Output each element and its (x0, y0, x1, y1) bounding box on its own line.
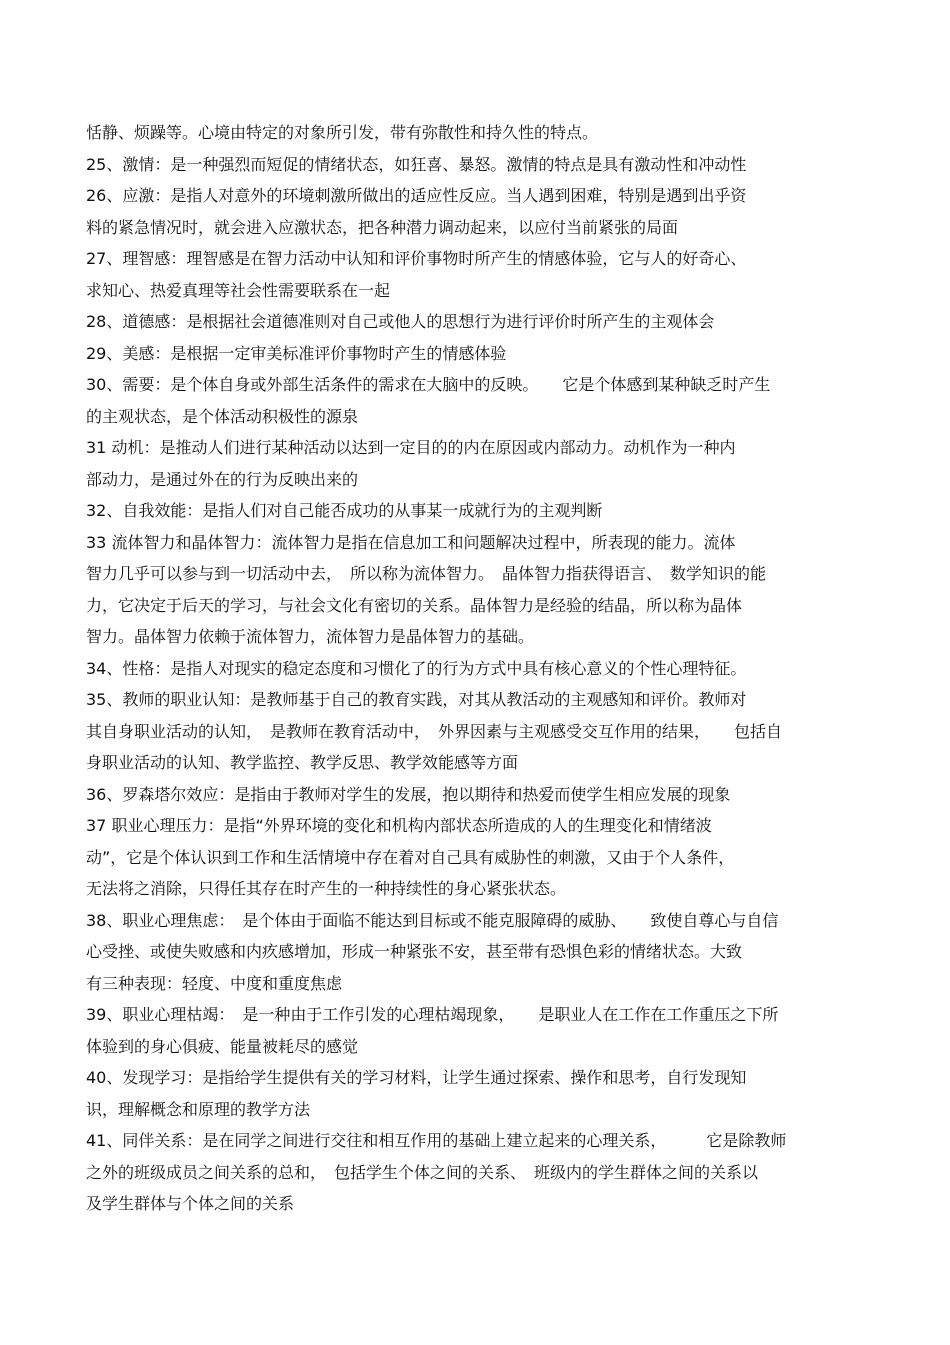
text-line: 28、道德感：是根据社会道德准则对自己或他人的思想行为进行评价时所产生的主观体会 (86, 312, 715, 331)
text-line: 41、同伴关系：是在同学之间进行交往和相互作用的基础上建立起来的心理关系， 它是除教师 (86, 1131, 787, 1150)
text-line: 识，理解概念和原理的教学方法 (86, 1099, 311, 1119)
text-line: 力，它决定于后天的学习，与社会文化有密切的关系。晶体智力是经验的结晶，所以称为晶体 (86, 595, 743, 615)
text-line: 36、罗森塔尔效应：是指由于教师对学生的发展，抱以期待和热爱而使学生相应发展的现象 (86, 784, 731, 804)
text-line: 26、应激：是指人对意外的环境刺激所做出的适应性反应。当人遇到困难，特别是遇到出乎资 (86, 186, 747, 205)
text-line: 35、教师的职业认知：是教师基于自己的教育实践，对其从教活动的主观感知和评价。教师对 (86, 690, 747, 709)
text-line: 心受挫、或使失败感和内疚感增加，形成一种紧张不安，甚至带有恐惧色彩的情绪状态。大致 (86, 942, 743, 961)
text-line: 27、理智感：理智感是在智力活动中认知和评价事物时所产生的情感体验，它与人的好奇心、 (86, 249, 747, 268)
text-line: 智力几乎可以参与到一切活动中去， 所以称为流体智力。 晶体智力指获得语言、 数学知识的能 (86, 564, 767, 583)
text-line: 之外的班级成员之间关系的总和， 包括学生个体之间的关系、 班级内的学生群体之间的关系以 (86, 1162, 759, 1182)
text-line: 身职业活动的认知、教学监控、教学反思、教学效能感等方面 (86, 753, 519, 772)
text-line: 体验到的身心俱疲、能量被耗尽的感觉 (86, 1036, 359, 1056)
text-line: 39、职业心理枯竭： 是一种由于工作引发的心理枯竭现象， 是职业人在工作在工作重压之下所 (86, 1005, 779, 1024)
text-line: 37 职业心理压力：是指“外界环境的变化和机构内部状态所造成的人的生理变化和情绪波 (86, 816, 712, 835)
text-line: 有三种表现：轻度、中度和重度焦虑 (86, 973, 343, 993)
text-line: 33 流体智力和晶体智力：流体智力是指在信息加工和问题解决过程中，所表现的能力。流体 (86, 532, 736, 552)
text-line: 及学生群体与个体之间的关系 (86, 1194, 295, 1213)
text-line: 恬静、烦躁等。心境由特定的对象所引发，带有弥散性和持久性的特点。 (86, 123, 599, 142)
text-line: 38、职业心理焦虑： 是个体由于面临不能达到目标或不能克服障碍的威胁、 致使自尊心与自信 (86, 910, 779, 930)
document-body (86, 117, 864, 1220)
text-line: 料的紧急情况时，就会进入应激状态，把各种潜力调动起来，以应付当前紧张的局面 (86, 217, 679, 237)
text-line: 25、激情：是一种强烈而短促的情绪状态，如狂喜、暴怒。激情的特点是具有激动性和冲动性 (86, 154, 747, 174)
text-line: 29、美感：是根据一定审美标准评价事物时产生的情感体验 (86, 343, 507, 363)
text-line: 31 动机：是推动人们进行某种活动以达到一定目的的内在原因或内部动力。动机作为一种内 (86, 438, 736, 457)
text-line: 动”，它是个体认识到工作和生活情境中存在着对自己具有威胁性的刺激，又由于个人条件， (86, 847, 735, 867)
text-line: 其自身职业活动的认知， 是教师在教育活动中， 外界因素与主观感受交互作用的结果， 包括自 (86, 721, 783, 741)
text-line: 34、性格：是指人对现实的稳定态度和习惯化了的行为方式中具有核心意义的个性心理特征。 (86, 658, 747, 678)
text-line: 无法将之消除，只得任其存在时产生的一种持续性的身心紧张状态。 (86, 879, 567, 898)
text-line: 智力。晶体智力依赖于流体智力，流体智力是晶体智力的基础。 (86, 627, 535, 646)
text-line: 30、需要：是个体自身或外部生活条件的需求在大脑中的反映。 它是个体感到某种缺乏时产生 (86, 375, 771, 394)
text-line: 部动力，是通过外在的行为反映出来的 (86, 469, 359, 489)
text-line: 40、发现学习：是指给学生提供有关的学习材料，让学生通过探索、操作和思考，自行发现知 (86, 1068, 747, 1087)
text-line: 求知心、热爱真理等社会性需要联系在一起 (86, 280, 391, 300)
text-line: 的主观状态，是个体活动积极性的源泉 (86, 406, 359, 426)
text-line: 32、自我效能：是指人们对自己能否成功的从事某一成就行为的主观判断 (86, 501, 603, 520)
